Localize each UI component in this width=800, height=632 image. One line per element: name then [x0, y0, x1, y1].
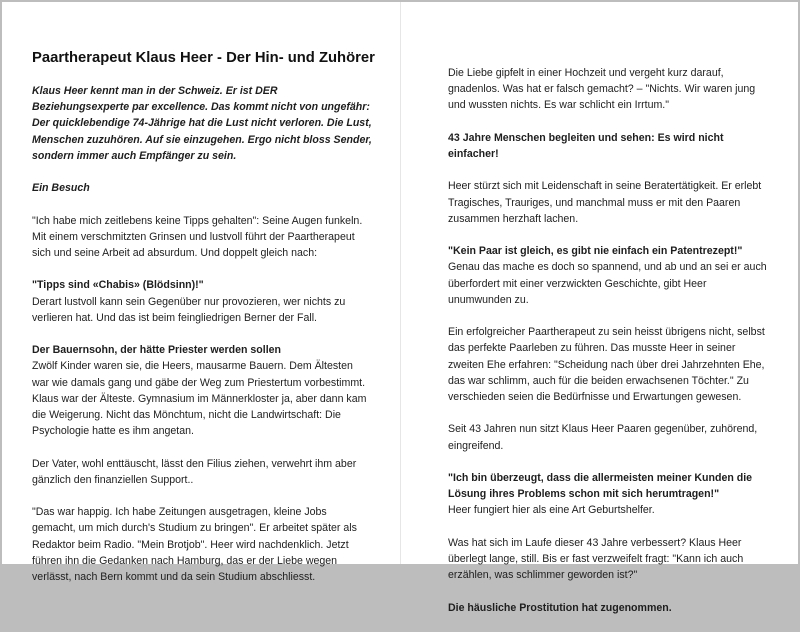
right-page — [448, 65, 768, 632]
paragraph-text: Genau das mache es doch so spannend, und ab und an sei er auch überfordert mit einer verzwickten Geschichte, gibt Heer unumwunden zu. — [448, 261, 767, 306]
paragraph-block — [448, 470, 768, 519]
paragraph-block — [448, 243, 768, 308]
heading-bauernsohn: Der Bauernsohn, der hätte Priester werden sollen — [32, 344, 282, 357]
paragraph-text: Derart lustvoll kann sein Gegenüber nur provozieren, wer nichts zu verlieren hat. Und das ist beim feingliedrigen Berner der Fall. — [32, 295, 346, 324]
paragraph: Der Vater, wohl enttäuscht, lässt den Filius ziehen, verwehrt ihm aber gänzlich den finanziellen Support.. — [32, 457, 357, 486]
paragraph: Was hat sich im Laufe dieser 43 Jahre verbessert? Klaus Heer überlegt lange, still. Bis er fast verzweifelt fragt: "Kann ich auch erzählen, was schlimmer geworden ist?" — [448, 536, 744, 582]
paragraph-block — [32, 342, 372, 439]
paragraph: Die Liebe gipfelt in einer Hochzeit und vergeht kurz darauf, gnadenlos. Was hat er falsch gemacht? – "Nichts. Wir waren jung und wussten nichts. Es war schlicht ein Irrtum." — [448, 67, 756, 112]
paragraph: "Das war happig. Ich habe Zeitungen ausgetragen, kleine Jobs gemacht, um mich durch's Studium zu bringen". Er arbeitet später als Redaktor beim Radio. "Mein Brotjob". Heer wird nachdenklich. Jetzt führen ihn die Gedanken nach Hamburg, das er der Liebe wegen verlässt, nach Bern kommt und da sein Studium abschliesst. — [32, 506, 357, 583]
left-page — [32, 83, 372, 601]
lead-paragraph: Klaus Heer kennt man in der Schweiz. Er ist DER Beziehungsexperte par excellence. Das kommt nicht von ungefähr: Der quicklebendige 74-Jährige hat die Lust nicht verloren. Die Lust, Menschen zuzuhören. Auf sie einzugehen. Ergo nicht bloss Sender, sondern immer auch Empfänger zu sein. — [32, 85, 372, 162]
article-title: Paartherapeut Klaus Heer - Der Hin- und Zuhörer — [32, 50, 375, 66]
paragraph: Heer stürzt sich mit Leidenschaft in seine Beratertätigkeit. Er erlebt Tragisches, Trauriges, und manchmal muss er mit den Paaren zusammen herzhaft lachen. — [448, 180, 762, 225]
heading-prostitution: Die häusliche Prostitution hat zugenommen. — [448, 601, 672, 614]
paragraph: Seit 43 Jahren nun sitzt Klaus Heer Paaren gegenüber, zuhörend, eingreifend. — [448, 423, 758, 452]
heading-tipps: "Tipps sind «Chabis» (Blödsinn)!" — [32, 279, 204, 292]
paragraph-text: Zwölf Kinder waren sie, die Heers, mausarme Bauern. Dem Ältesten war wie damals gang und gäbe der Weg zum Priestertum vorbestimmt. Klaus war der Älteste. Gymnasium im Männerkloster ja, aber dann kam die Weigerung. Nicht das Mönchtum, nicht die Landwirtschaft: Die Psychologie hatte es ihm angetan. — [32, 360, 367, 438]
heading-kein-paar: "Kein Paar ist gleich, es gibt nie einfach ein Patentrezept!" — [448, 245, 743, 258]
document-spread — [2, 2, 798, 614]
paragraph-text: Heer fungiert hier als eine Art Geburtshelfer. — [448, 504, 655, 517]
subheading-ein-besuch: Ein Besuch — [32, 182, 90, 195]
heading-43-jahre: 43 Jahre Menschen begleiten und sehen: Es wird nicht einfacher! — [448, 131, 724, 160]
paragraph: "Ich habe mich zeitlebens keine Tipps gehalten": Seine Augen funkeln. Mit einem verschmitzten Grinsen und lustvoll führt der Paartherapeut sich und seine Arbeit ad absurdum. Und doppelt gleich nach: — [32, 214, 363, 259]
page-gutter — [400, 2, 401, 564]
paragraph: Ein erfolgreicher Paartherapeut zu sein heisst übrigens nicht, selbst das perfekte Paarleben zu führen. Das musste Heer in seiner zweiten Ehe erfahren: "Scheidung nach über drei Jahrzehnten Ehe, das war schlimm, auch für die beiden erwachsenen Töchter." Zu verschieden seien die Bedürfnisse und Erwartungen gewesen. — [448, 326, 765, 403]
paragraph-block — [32, 277, 372, 326]
heading-ueberzeugt: "Ich bin überzeugt, dass die allermeisten meiner Kunden die Lösung ihres Problems schon mit sich herumtragen!" — [448, 471, 753, 501]
